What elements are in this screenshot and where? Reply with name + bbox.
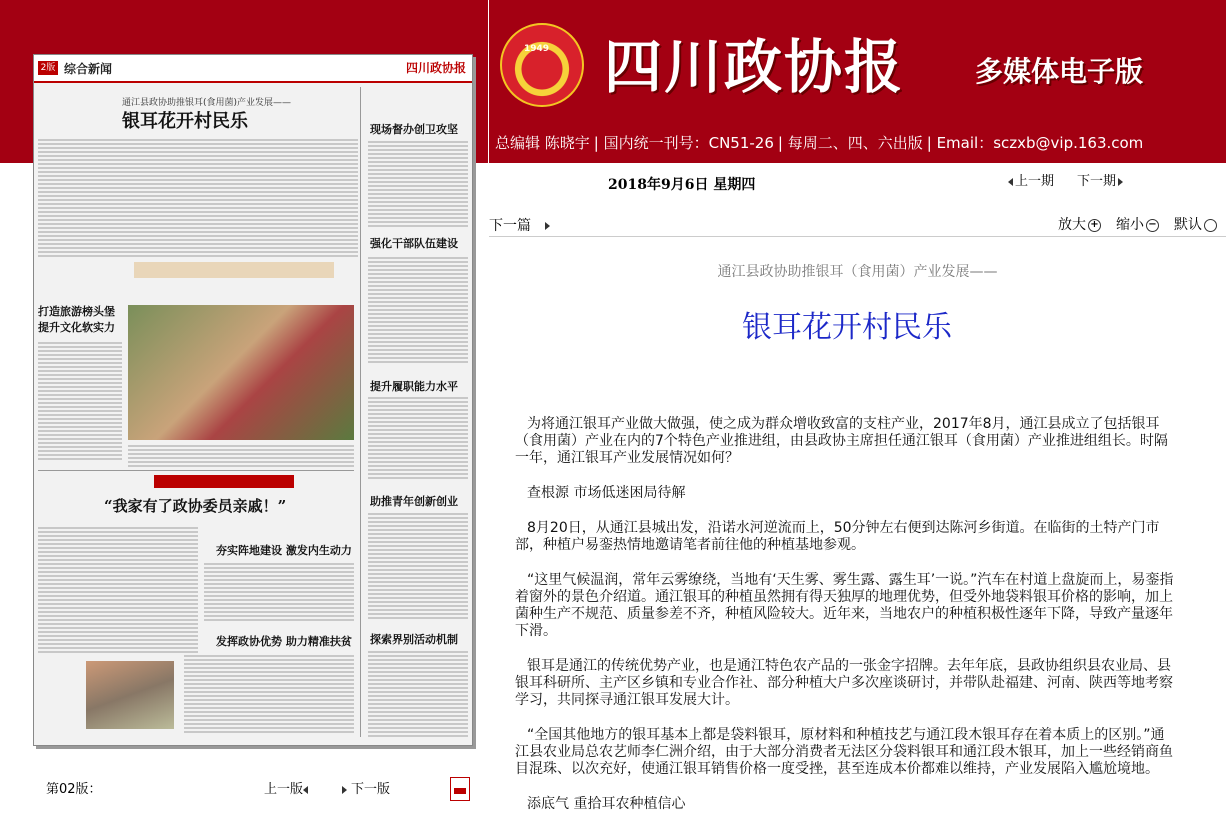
np-photo-banner xyxy=(134,262,334,278)
np-mid-headline-2[interactable]: 发挥政协优势 助力精准扶贫 xyxy=(216,635,352,648)
np-left-headline[interactable]: 打造旅游榜头堡 提升文化软实力 xyxy=(38,303,122,335)
zoom-out-label[interactable]: 缩小 xyxy=(1116,217,1144,233)
newspaper-logo: 四川政协报 xyxy=(405,61,466,75)
prev-page-link[interactable] xyxy=(264,778,310,797)
prev-issue-label[interactable]: 上一期 xyxy=(1015,174,1055,189)
np-side-headline-4[interactable]: 助推青年创新创业 xyxy=(370,495,458,508)
arrow-left-icon xyxy=(1008,178,1013,186)
np-lead-kicker[interactable]: 通江县政协助推银耳(食用菌)产业发展—— xyxy=(122,98,292,108)
np-feature-headline[interactable]: “我家有了政协委员亲戚！” xyxy=(104,497,287,515)
editor-in-chief: 总编辑 陈晓宇 xyxy=(495,134,590,152)
emblem-year: 1949 xyxy=(524,44,550,54)
zoom-default-label[interactable]: 默认 xyxy=(1174,217,1202,233)
section-name: 综合新闻 xyxy=(64,62,113,76)
arrow-right-icon xyxy=(545,222,550,230)
next-article-label[interactable]: 下一篇 xyxy=(489,218,531,234)
np-lead-headline[interactable]: 银耳花开村民乐 xyxy=(122,111,248,132)
np-mid-text-1[interactable] xyxy=(204,561,354,621)
article-paragraph: “全国其他地方的银耳基本上都是袋料银耳，原材料和种植技艺与通江段木银耳存在着本质上的区别。”通江县农业局总农艺师李仁洲介绍，由于大部分消费者无法区分袋料银耳和通江段木银耳，加上一些经销商鱼目混珠、以次充好，使通江银耳销售价格一度受挫，甚至连成本价都难以维持，产业发展陷入尴尬境地。 xyxy=(515,727,1173,777)
np-red-strip xyxy=(154,475,294,488)
next-page-label[interactable]: 下一版 xyxy=(351,782,391,797)
np-lead-photo[interactable] xyxy=(128,305,354,440)
next-article-link[interactable] xyxy=(489,215,550,235)
np-side-headline-1[interactable]: 现场督办创卫攻坚 xyxy=(370,123,458,136)
next-page-link[interactable] xyxy=(340,778,390,797)
article-subhead: 添底气 重拾耳农种植信心 xyxy=(527,796,686,812)
edition-label: 多媒体电子版 xyxy=(975,55,1144,88)
article-paragraph: “这里气候温润，常年云雾缭绕，当地有‘天生雾、雾生露、露生耳’一说。”汽车在村道上盘旋而上，易銮指着窗外的景色介绍道。通江银耳的种植虽然拥有得天独厚的地理优势，但受外地袋料银耳价格的影响，加上菌种生产不规范、质量参差不齐，种植风险较大。近年来，当地农户的种植积极性逐年下降，导致产量逐年下滑。 xyxy=(515,572,1174,639)
np-feature-text[interactable] xyxy=(38,525,198,655)
np-side-headline-3[interactable]: 提升履职能力水平 xyxy=(370,380,458,393)
zoom-out-button[interactable] xyxy=(1116,214,1159,234)
pdf-download-icon[interactable] xyxy=(450,777,470,801)
arrow-left-icon xyxy=(303,786,308,794)
article-paragraph: 银耳是通江的传统优势产业，也是通江特色农产品的一张金字招牌。去年年底，县政协组织县农业局、县银耳科研所、主产区乡镇和专业合作社、部分种植大户多次座谈研讨，并带队赴福建、河南、陕西等地考察学习，共同探寻通江银耳发展大计。 xyxy=(515,658,1173,708)
np-divider xyxy=(38,470,354,471)
np-column-rule xyxy=(360,87,361,737)
np-left-text[interactable] xyxy=(38,340,122,460)
contact-email: Email：sczxb@vip.163.com xyxy=(936,134,1144,152)
plus-icon[interactable]: + xyxy=(1088,219,1101,232)
next-issue-link[interactable] xyxy=(1077,170,1123,189)
np-mid-headline-1[interactable]: 夯实阵地建设 激发内生动力 xyxy=(216,544,352,557)
np-side-headline-5[interactable]: 探索界别活动机制 xyxy=(370,633,458,646)
newspaper-page-header xyxy=(34,55,472,83)
zoom-in-label[interactable]: 放大 xyxy=(1058,217,1086,233)
page-number-label: 第02版： xyxy=(46,782,102,797)
np-photo-caption xyxy=(128,443,354,467)
article-body xyxy=(515,416,1175,831)
np-side-text-3[interactable] xyxy=(368,395,468,480)
prev-issue-link[interactable] xyxy=(1008,170,1054,189)
arrow-right-icon xyxy=(342,786,347,794)
np-side-text-1[interactable] xyxy=(368,139,468,227)
page-badge: 2版 xyxy=(38,61,58,75)
article-title: 银耳花开村民乐 xyxy=(742,310,952,345)
issn-number: 国内统一刊号：CN51-26 xyxy=(603,134,774,152)
np-side-headline-2[interactable]: 强化干部队伍建设 xyxy=(370,237,458,250)
np-side-text-2[interactable] xyxy=(368,255,468,365)
masthead-info-bar: 总编辑 陈晓宇 | 国内统一刊号：CN51-26 | 每周二、四、六出版 | Email：sczxb@vip.163.com xyxy=(495,134,1144,152)
article-kicker: 通江县政协助推银耳（食用菌）产业发展—— xyxy=(717,264,998,280)
np-lead-text[interactable] xyxy=(38,137,358,257)
issue-date: 2018年9月6日 星期四 xyxy=(608,177,756,193)
prev-page-label[interactable]: 上一版 xyxy=(264,782,304,797)
np-mid-text-2[interactable] xyxy=(184,653,354,733)
arrow-right-icon xyxy=(1118,178,1123,186)
zoom-in-button[interactable] xyxy=(1058,214,1101,234)
next-issue-label[interactable]: 下一期 xyxy=(1077,174,1117,189)
article-subhead: 查根源 市场低迷困局待解 xyxy=(527,485,686,501)
article-paragraph: 8月20日，从通江县城出发，沿诺水河逆流而上，50分钟左右便到达陈河乡街道。在临街的土特产门市部，种植户易銮热情地邀请笔者前往他的种植基地参观。 xyxy=(515,520,1160,553)
publish-schedule: 每周二、四、六出版 xyxy=(787,134,923,152)
np-side-text-5[interactable] xyxy=(368,649,468,737)
minus-icon[interactable]: − xyxy=(1146,219,1159,232)
article-paragraph: 为将通江银耳产业做大做强，使之成为群众增收致富的支柱产业，2017年8月，通江县成立了包括银耳（食用菌）产业在内的7个特色产业推进组，由县政协主席担任通江银耳（食用菌）产业推进组组长。时隔一年，通江银耳产业发展情况如何？ xyxy=(515,416,1168,466)
newspaper-page-image[interactable] xyxy=(33,54,473,746)
zoom-default-button[interactable] xyxy=(1174,214,1217,234)
np-small-photo[interactable] xyxy=(86,661,174,729)
cppcc-emblem-icon xyxy=(500,23,584,107)
circle-icon[interactable] xyxy=(1204,219,1217,232)
np-side-text-4[interactable] xyxy=(368,511,468,621)
masthead-title: 四川政协报 xyxy=(604,33,905,101)
